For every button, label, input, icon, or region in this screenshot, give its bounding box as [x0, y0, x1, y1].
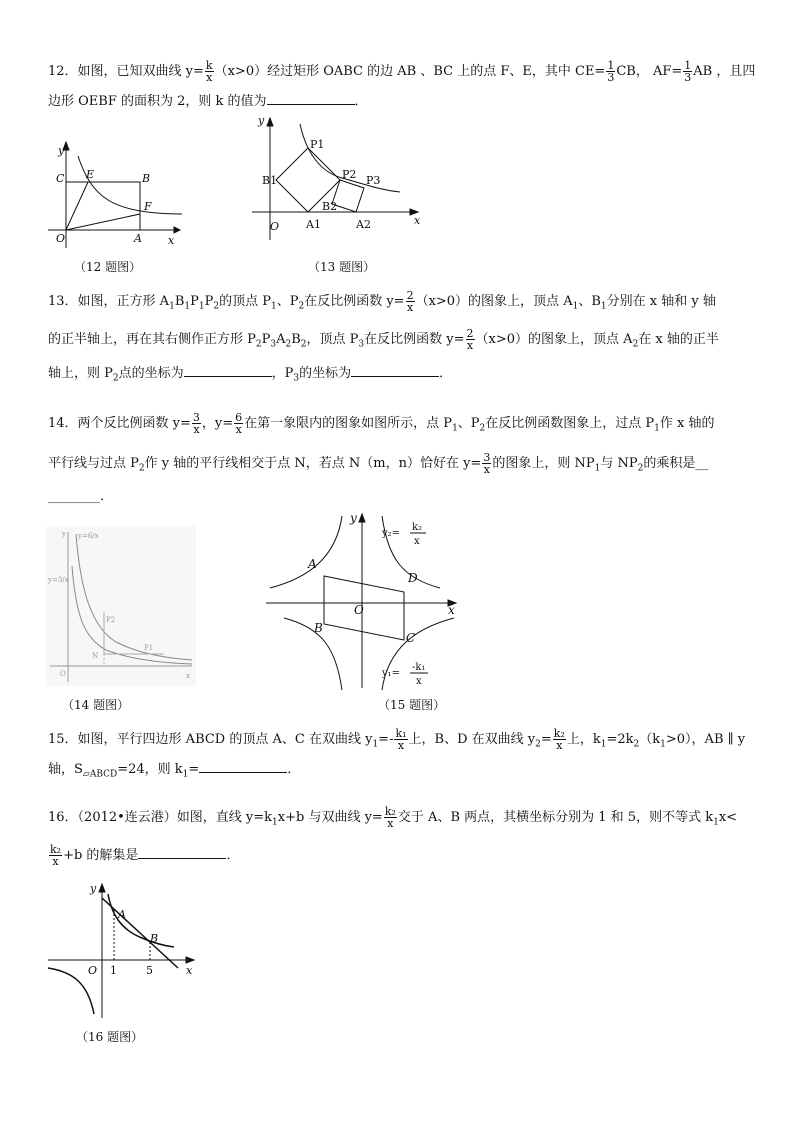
label-x: x [168, 234, 175, 247]
q13-line-1: 13．如图，正方形 $A_1B_1P_1P_2$的顶点 $P_1$、$P_2$在反比例函数 y= $\frac{2}{x}$ （x>0）的图象上，顶点 $A_1$、$B_1$分别在 x 轴和 y 轴 [48, 289, 716, 314]
q14-line-1: 14．两个反比例函数 y= $\frac{3}{x}$ ，y= $\frac{6}{x}$ 在第一象限内的图象如图所示，点 $P_1$、$P_2$在反比例函数图象上，过点 $P_1$作 x 轴的 [48, 411, 715, 436]
fraction-k2-over-x: $\frac{\text{k₂}}{x}$ [50, 843, 62, 868]
label-x: x [448, 603, 455, 617]
label-y: y [350, 511, 357, 525]
q14-line-2: 平行线与过点 $P_2$作 y 轴的平行线相交于点 N，若点 N（m，n）恰好在 y= $\frac{3}{x}$ 的图象上，则 $NP_1$与 $NP_2$的乘积是__ [48, 451, 709, 476]
label-c: C [406, 631, 416, 645]
fraction-k-over-x: $\frac{k}{x}$ [205, 59, 213, 84]
figure-15 [262, 508, 462, 692]
label-x: x [186, 964, 193, 977]
figure-12 [44, 140, 184, 250]
label-x: x [186, 672, 190, 680]
label-k2: k₂ [412, 522, 423, 533]
label-b: B [314, 621, 323, 635]
hyperbola [300, 124, 400, 192]
fraction-6-over-x: $\frac{6}{x}$ [235, 411, 243, 436]
label-o: O [270, 220, 280, 233]
fraction-3-over-x: $\frac{3}{x}$ [192, 411, 200, 436]
q13-line-2: 的正半轴上，再在其右侧作正方形 $P_2P_3A_2B_2$，顶点 $P_3$在反比例函数 y= $\frac{2}{x}$ （x>0）的图象上，顶点 $A_2$在 x 轴的正半 [48, 327, 719, 352]
label-p1: P1 [144, 644, 154, 652]
figure-13 [250, 112, 430, 242]
label-d: D [408, 571, 418, 585]
label-y: y [90, 882, 97, 895]
fraction-one-third: $\frac{1}{3}$ [684, 59, 692, 84]
answer-blank [138, 846, 226, 859]
label-a: A [134, 232, 142, 245]
tick-1: 1 [110, 964, 117, 977]
caption-15: （15 题图） [378, 698, 446, 712]
label-o: O [88, 964, 98, 977]
y-arrow [267, 118, 273, 126]
fraction-k1-over-x: $\frac{\text{k₁}}{x}$ [395, 727, 407, 752]
label-b: B [150, 932, 159, 945]
fraction-2-over-x: $\frac{2}{x}$ [406, 289, 414, 314]
label-y-3x: y=3/x [48, 576, 69, 584]
q12-line-2: 边形 OEBF 的面积为 2，则 k 的值为 ． [48, 94, 368, 109]
label-a: A [118, 908, 126, 921]
answer-blank [199, 760, 287, 773]
label-x: x [414, 214, 421, 227]
label-x-denominator: x [416, 676, 422, 687]
caption-13: （13 题图） [308, 260, 376, 274]
label-y2-eq: y₂= [382, 528, 401, 539]
q16-line-1: 16．（2012•连云港）如图，直线 $y=k_1x+b$ 与双曲线 y= $\frac{\text{k₂}}{x}$ 交于 A、B 两点，其横坐标分别为 1 和 5，则不等式 $k_1x<$ [48, 805, 738, 830]
y-arrow [359, 514, 365, 522]
label-f: F [144, 200, 152, 213]
caption-12: （12 题图） [74, 260, 142, 274]
label-b2: B2 [322, 200, 338, 213]
label-o: O [354, 603, 364, 617]
label-a2: A2 [356, 218, 371, 231]
label-y: y [58, 144, 65, 157]
q13-line-3: 轴上，则 $P_2$点的坐标为 ，$P_3$的坐标为 ． [48, 366, 453, 384]
segment-oe [66, 182, 88, 230]
segment-of [66, 214, 140, 230]
figure-14 [46, 526, 196, 686]
answer-blank [351, 364, 439, 377]
label-y: y [62, 530, 66, 538]
answer-blank [184, 364, 272, 377]
label-b: B [142, 172, 151, 185]
label-e: E [86, 168, 95, 181]
q15-line-1: 15．如图，平行四边形 ABCD 的顶点 A、C 在双曲线 $y_1=-$ $\frac{\text{k₁}}{x}$ 上，B、D 在双曲线 $y_2=$ $\frac{\text{k₂}}{x}$ 上，$k_1=2k_2(k_1>0)$，AB ∥ y [48, 727, 746, 752]
label-x-denominator: x [414, 536, 420, 547]
label-p2: P2 [342, 168, 357, 181]
label-p2: P2 [106, 616, 116, 624]
tick-5: 5 [146, 964, 153, 977]
label-a1: A1 [306, 218, 321, 231]
label-p3: P3 [366, 174, 381, 187]
x-arrow [186, 957, 194, 963]
fraction-k2-over-x: $\frac{\text{k₂}}{x}$ [384, 805, 396, 830]
label-p1: P1 [310, 138, 325, 151]
q15-line-2: 轴，$S_{▱ABCD}=24$，则 $k_1=$ ． [48, 762, 301, 780]
fraction-one-third: $\frac{1}{3}$ [607, 59, 615, 84]
label-o: O [60, 670, 66, 678]
hyperbola [78, 156, 182, 214]
x-arrow [174, 227, 180, 233]
caption-16: （16 题图） [76, 1030, 144, 1044]
y-arrow [99, 884, 105, 892]
fraction-k2-over-x: $\frac{\text{k₂}}{x}$ [553, 727, 565, 752]
label-o: O [56, 232, 66, 245]
label-y-6x: y=6/x [78, 532, 99, 540]
parallelogram-abcd [324, 576, 404, 640]
label-a: A [308, 557, 317, 571]
label-c: C [56, 172, 65, 185]
label-y1-eq: y₁= [382, 668, 401, 679]
curve-y2-q3 [284, 618, 342, 690]
fraction-2-over-x: $\frac{2}{x}$ [466, 327, 474, 352]
figure-16 [44, 880, 204, 1020]
q14-line-3: ________． [48, 489, 114, 504]
caption-14: （14 题图） [62, 698, 130, 712]
line-y-k1x-b [102, 898, 178, 968]
label-neg-k1: -k₁ [412, 662, 426, 673]
q12-line-1: 12．如图，已知双曲线 y= $\frac{k}{x}$ （x>0）经过矩形 OABC 的边 AB 、BC 上的点 F、E，其中 CE= $\frac{1}{3}$ CB， AF= $\frac{1}{3}$ AB ，且四 [48, 59, 756, 84]
label-y: y [258, 114, 265, 127]
label-n: N [92, 652, 99, 660]
q16-line-2: $\frac{\text{k₂}}{x}$ +b 的解集是 ． [50, 843, 240, 868]
label-b1: B1 [262, 174, 278, 187]
fraction-3-over-x: $\frac{3}{x}$ [483, 451, 491, 476]
answer-blank [267, 92, 355, 105]
